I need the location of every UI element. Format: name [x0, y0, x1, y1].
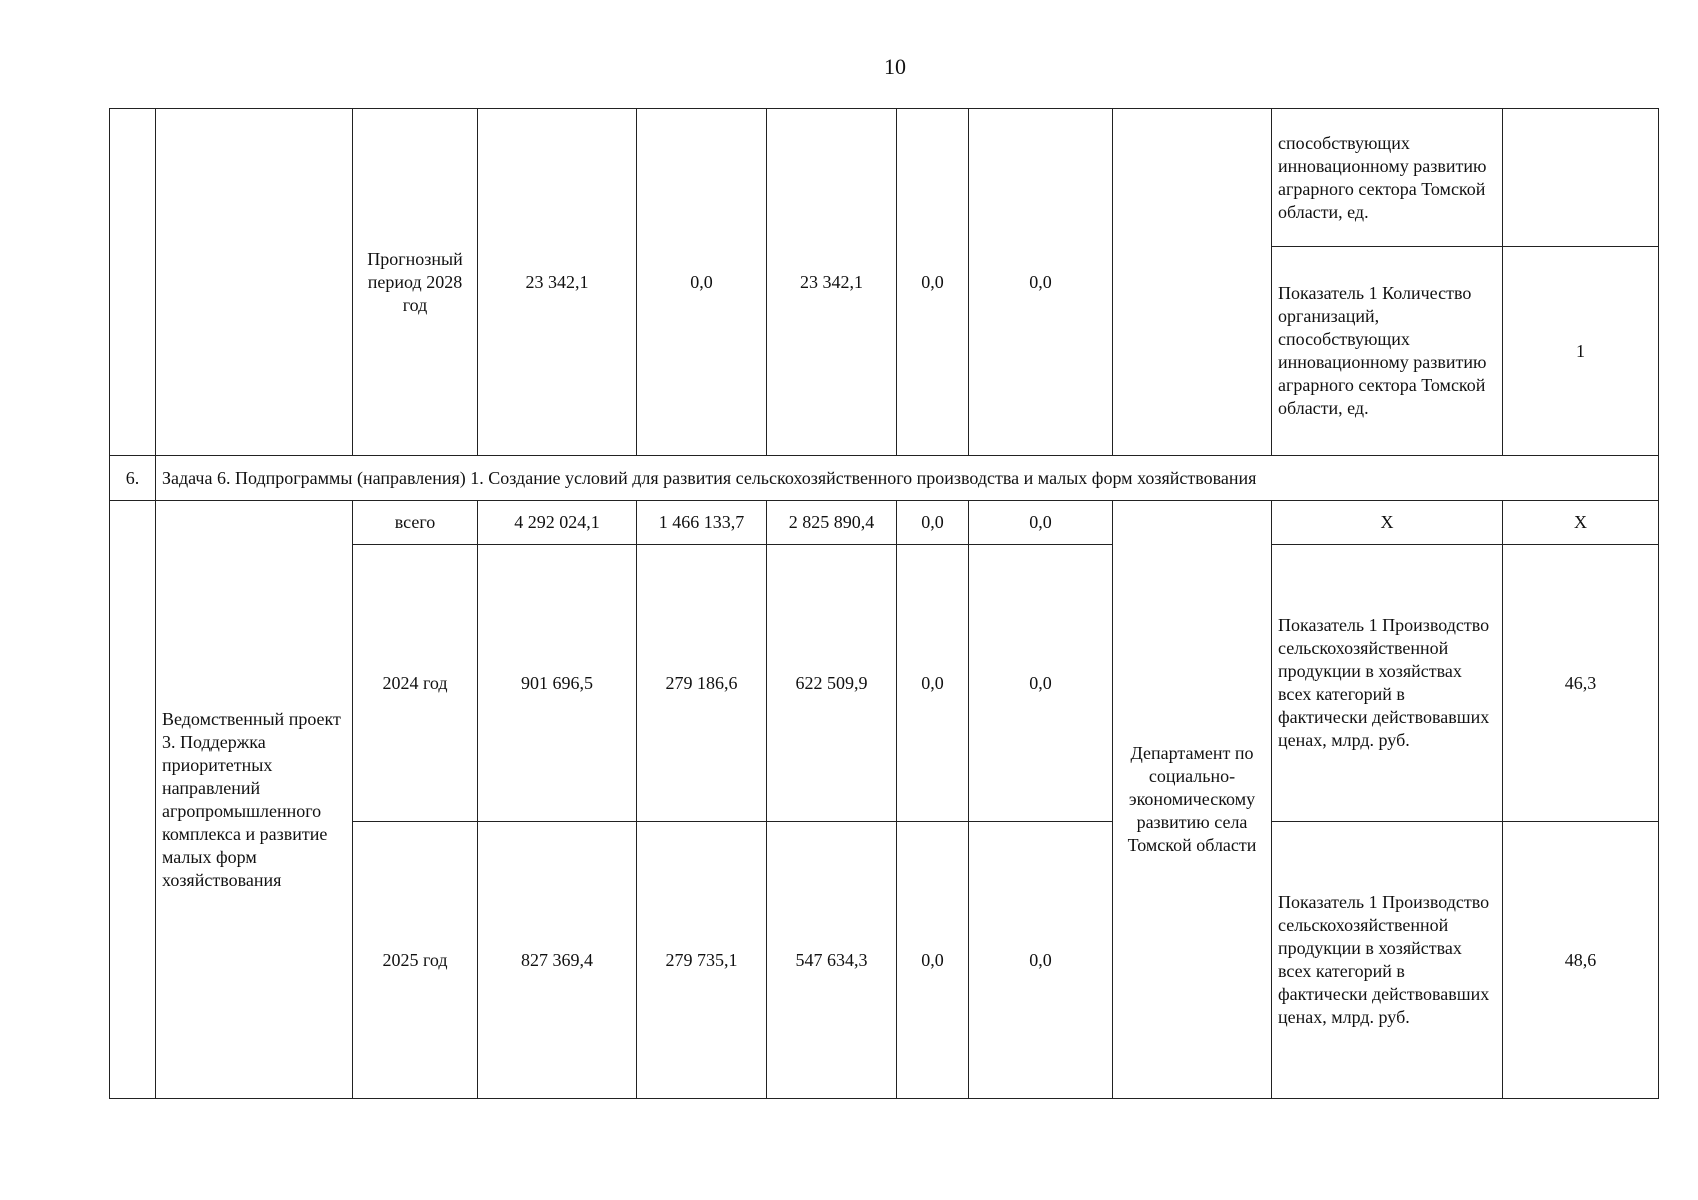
task-row [110, 456, 1659, 501]
federal-value-cell: 1 466 133,7 [637, 501, 767, 545]
total-value-cell: 23 342,1 [478, 109, 637, 456]
responsible-cell [1113, 109, 1272, 456]
table-row [110, 109, 1659, 247]
row-number-cell [110, 109, 156, 456]
period-cell: 2025 год [353, 822, 478, 1099]
task-title-cell: Задача 6. Подпрограммы (направления) 1. Создание условий для развития сельскохозяйственного производства и малых форм хозяйствования [156, 456, 1659, 501]
indicator-value-cell: 46,3 [1503, 545, 1659, 822]
federal-value-cell: 0,0 [637, 109, 767, 456]
indicator-cell: способствующих инновационному развитию аграрного сектора Томской области, ед. [1272, 109, 1503, 247]
period-cell: Прогнозный период 2028 год [353, 109, 478, 456]
regional-value-cell: 622 509,9 [767, 545, 897, 822]
project-name-cell: Ведомственный проект 3. Поддержка приоритетных направлений агропромышленного комплекса и развитие малых форм хозяйствования [156, 501, 353, 1099]
local-value-cell: 0,0 [897, 822, 969, 1099]
indicator-cell: Показатель 1 Количество организаций, способствующих инновационному развитию аграрного сектора Томской области, ед. [1272, 247, 1503, 456]
other-value-cell: 0,0 [969, 545, 1113, 822]
total-value-cell: 4 292 024,1 [478, 501, 637, 545]
budget-table [109, 108, 1659, 1099]
table-row [110, 501, 1659, 545]
regional-value-cell: 23 342,1 [767, 109, 897, 456]
indicator-cell: Показатель 1 Производство сельскохозяйственной продукции в хозяйствах всех категорий в фактически действовавших ценах, млрд. руб. [1272, 822, 1503, 1099]
indicator-cell: Показатель 1 Производство сельскохозяйственной продукции в хозяйствах всех категорий в фактически действовавших ценах, млрд. руб. [1272, 545, 1503, 822]
period-cell: всего [353, 501, 478, 545]
page-number: 10 [884, 54, 906, 79]
local-value-cell: 0,0 [897, 545, 969, 822]
department-cell: Департамент по социально-экономическому развитию села Томской области [1113, 501, 1272, 1099]
regional-value-cell: 2 825 890,4 [767, 501, 897, 545]
indicator-value-cell [1503, 109, 1659, 247]
measure-name-cell [156, 109, 353, 456]
row-number-cell [110, 501, 156, 1099]
regional-value-cell: 547 634,3 [767, 822, 897, 1099]
total-value-cell: 901 696,5 [478, 545, 637, 822]
local-value-cell: 0,0 [897, 501, 969, 545]
local-value-cell: 0,0 [897, 109, 969, 456]
indicator-value-cell: 1 [1503, 247, 1659, 456]
total-value-cell: 827 369,4 [478, 822, 637, 1099]
other-value-cell: 0,0 [969, 501, 1113, 545]
indicator-cell: Х [1272, 501, 1503, 545]
indicator-value-cell: 48,6 [1503, 822, 1659, 1099]
indicator-value-cell: Х [1503, 501, 1659, 545]
other-value-cell: 0,0 [969, 109, 1113, 456]
other-value-cell: 0,0 [969, 822, 1113, 1099]
federal-value-cell: 279 186,6 [637, 545, 767, 822]
task-number-cell: 6. [110, 456, 156, 501]
federal-value-cell: 279 735,1 [637, 822, 767, 1099]
period-cell: 2024 год [353, 545, 478, 822]
